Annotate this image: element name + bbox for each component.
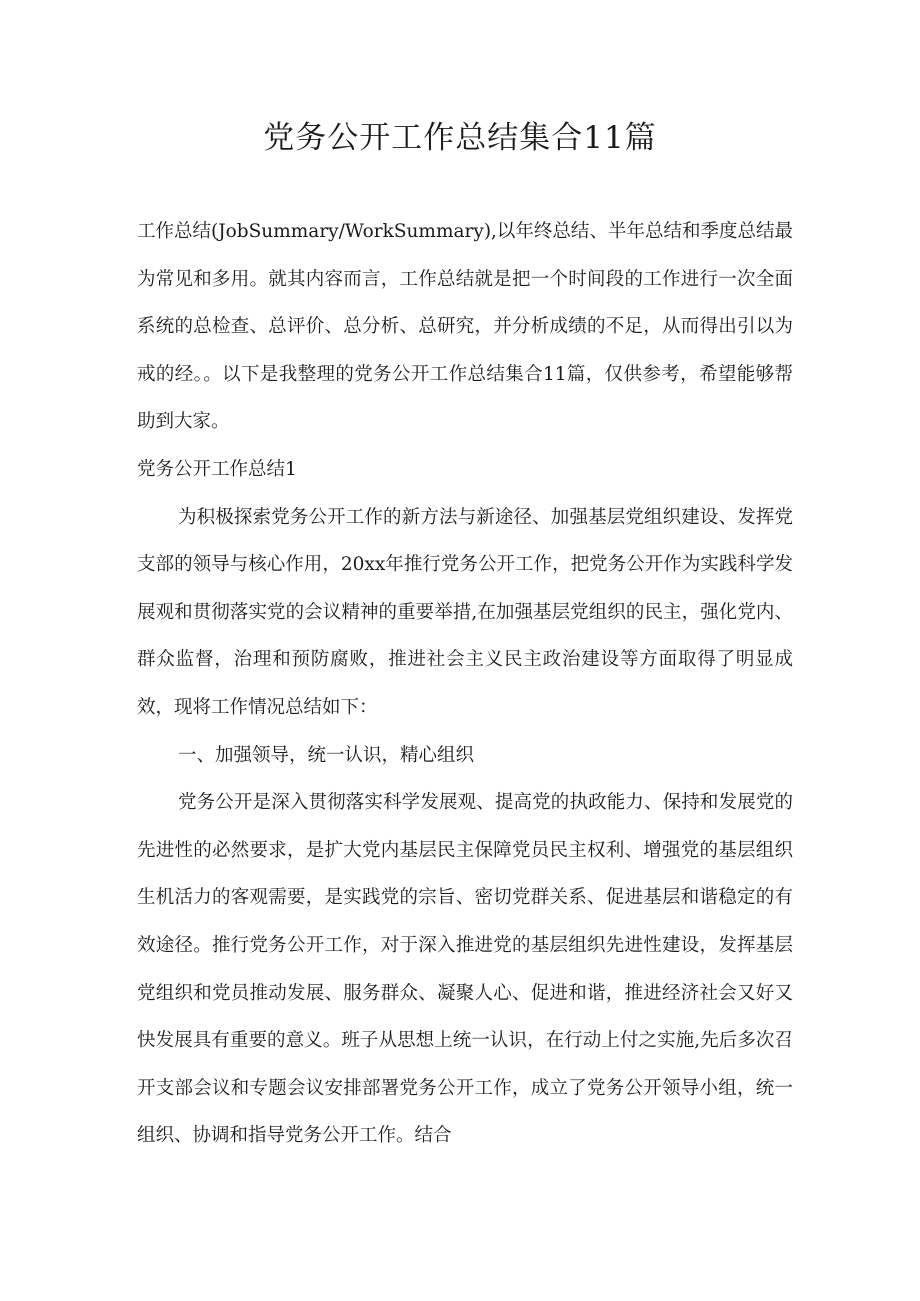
- document-body: [137, 208, 793, 1160]
- body-paragraph: 为积极探索党务公开工作的新方法与新途径、加强基层党组织建设、发挥党支部的领导与核心作用，20xx年推行党务公开工作，把党务公开作为实践科学发展观和贯彻落实党的会议精神的重要举措,在加强基层党组织的民主，强化党内、群众监督，治理和预防腐败，推进社会主义民主政治建设等方面取得了明显成效，现将工作情况总结如下：: [137, 506, 793, 718]
- document-title: 党务公开工作总结集合11篇: [263, 120, 657, 156]
- subsection-heading: 一、加强领导，统一认识，精心组织: [178, 744, 475, 766]
- body-paragraph: 党务公开是深入贯彻落实科学发展观、提高党的执政能力、保持和发展党的先进性的必然要求，是扩大党内基层民主保障党员民主权利、增强党的基层组织生机活力的客观需要，是实践党的宗旨、密切党群关系、促进基层和谐稳定的有效途径。推行党务公开工作，对于深入推进党的基层组织先进性建设，发挥基层党组织和党员推动发展、服务群众、凝聚人心、促进和谐，推进经济社会又好又快发展具有重要的意义。班子从思想上统一认识，在行动上付之实施,先后多次召开支部会议和专题会议安排部署党务公开工作，成立了党务公开领导小组，统一组织、协调和指导党务公开工作。结合: [137, 792, 793, 1147]
- intro-paragraph: 工作总结(JobSummary/WorkSummary),以年终总结、半年总结和季度总结最为常见和多用。就其内容而言，工作总结就是把一个时间段的工作进行一次全面系统的总检查、总评价、总分析、总研究，并分析成绩的不足，从而得出引以为戒的经。。以下是我整理的党务公开工作总结集合11篇，仅供参考，希望能够帮助到大家。: [137, 221, 793, 433]
- section-heading: 党务公开工作总结1: [137, 458, 297, 480]
